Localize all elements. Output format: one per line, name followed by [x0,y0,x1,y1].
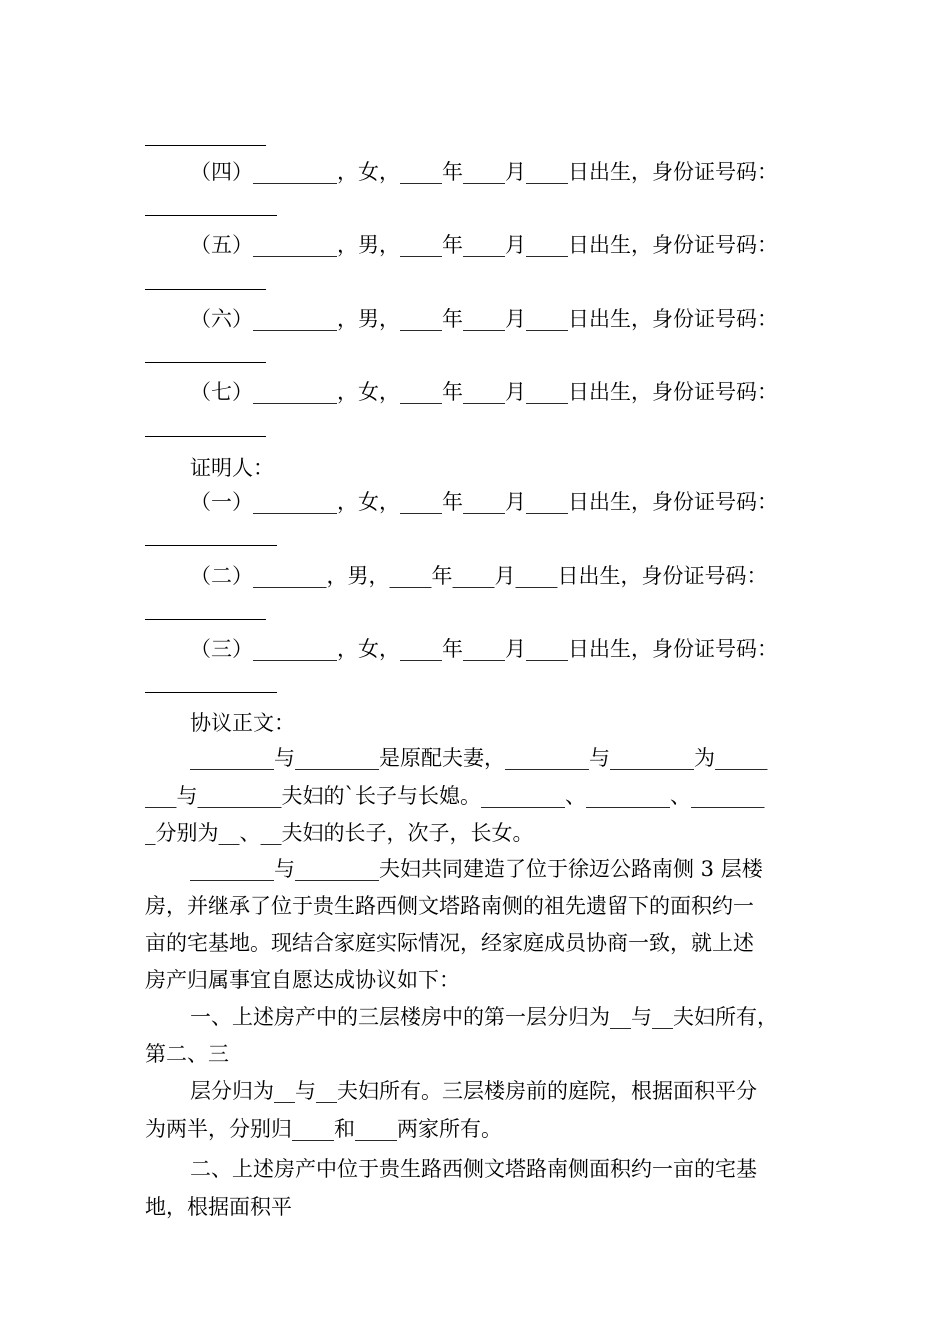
person-6-line: （六）________，男，____年____月____日出生，身份证号码： [190,307,778,331]
person-7-line: （七）________，女，____年____月____日出生，身份证号码： [190,380,778,404]
paragraph-line: ________与________夫妇共同建造了位于徐迈公路南侧 3 层楼 [190,857,763,881]
paragraph-line: 房产归属事宜自愿达成协议如下： [145,968,460,992]
witness-2-line: （二）_______，男，____年____月____日出生，身份证号码： [190,564,768,588]
clause-1-line: 第二、三 [145,1042,229,1066]
paragraph-line: ________与________是原配夫妻，________与________为_____ [190,746,768,770]
paragraph-line: ___与________夫妇的`长子与长媳。________、________、_______ [145,784,765,808]
paragraph-line: 房，并继承了位于贵生路西侧文塔路南侧的祖先遗留下的面积约一 [145,894,754,918]
clause-2-line: 地，根据面积平 [145,1195,292,1219]
id-number-blank-line [145,145,266,146]
id-number-blank-line [145,436,266,437]
id-number-blank-line [145,692,277,693]
witness-1-line: （一）________，女，____年____月____日出生，身份证号码： [190,490,778,514]
id-number-blank-line [145,289,266,290]
paragraph-line: _分别为__、__夫妇的长子，次子，长女。 [145,821,534,845]
clause-1-line: 一、上述房产中的三层楼房中的第一层分归为__与__夫妇所有， [190,1005,778,1029]
id-number-blank-line [145,215,277,216]
id-number-blank-line [145,362,266,363]
witness-heading: 证明人： [190,456,274,480]
person-5-line: （五）________，男，____年____月____日出生，身份证号码： [190,233,778,257]
witness-3-line: （三）________，女，____年____月____日出生，身份证号码： [190,637,778,661]
id-number-blank-line [145,619,266,620]
clause-1-continuation: 为两半，分别归____和____两家所有。 [145,1117,502,1141]
clause-2-line: 二、上述房产中位于贵生路西侧文塔路南侧面积约一亩的宅基 [190,1157,757,1181]
paragraph-line: 亩的宅基地。现结合家庭实际情况，经家庭成员协商一致，就上述 [145,931,754,955]
person-4-line: （四）________，女，____年____月____日出生，身份证号码： [190,160,778,184]
id-number-blank-line [145,545,277,546]
clause-1-continuation: 层分归为__与__夫妇所有。三层楼房前的庭院，根据面积平分 [190,1079,757,1103]
agreement-body-heading: 协议正文： [190,711,295,735]
